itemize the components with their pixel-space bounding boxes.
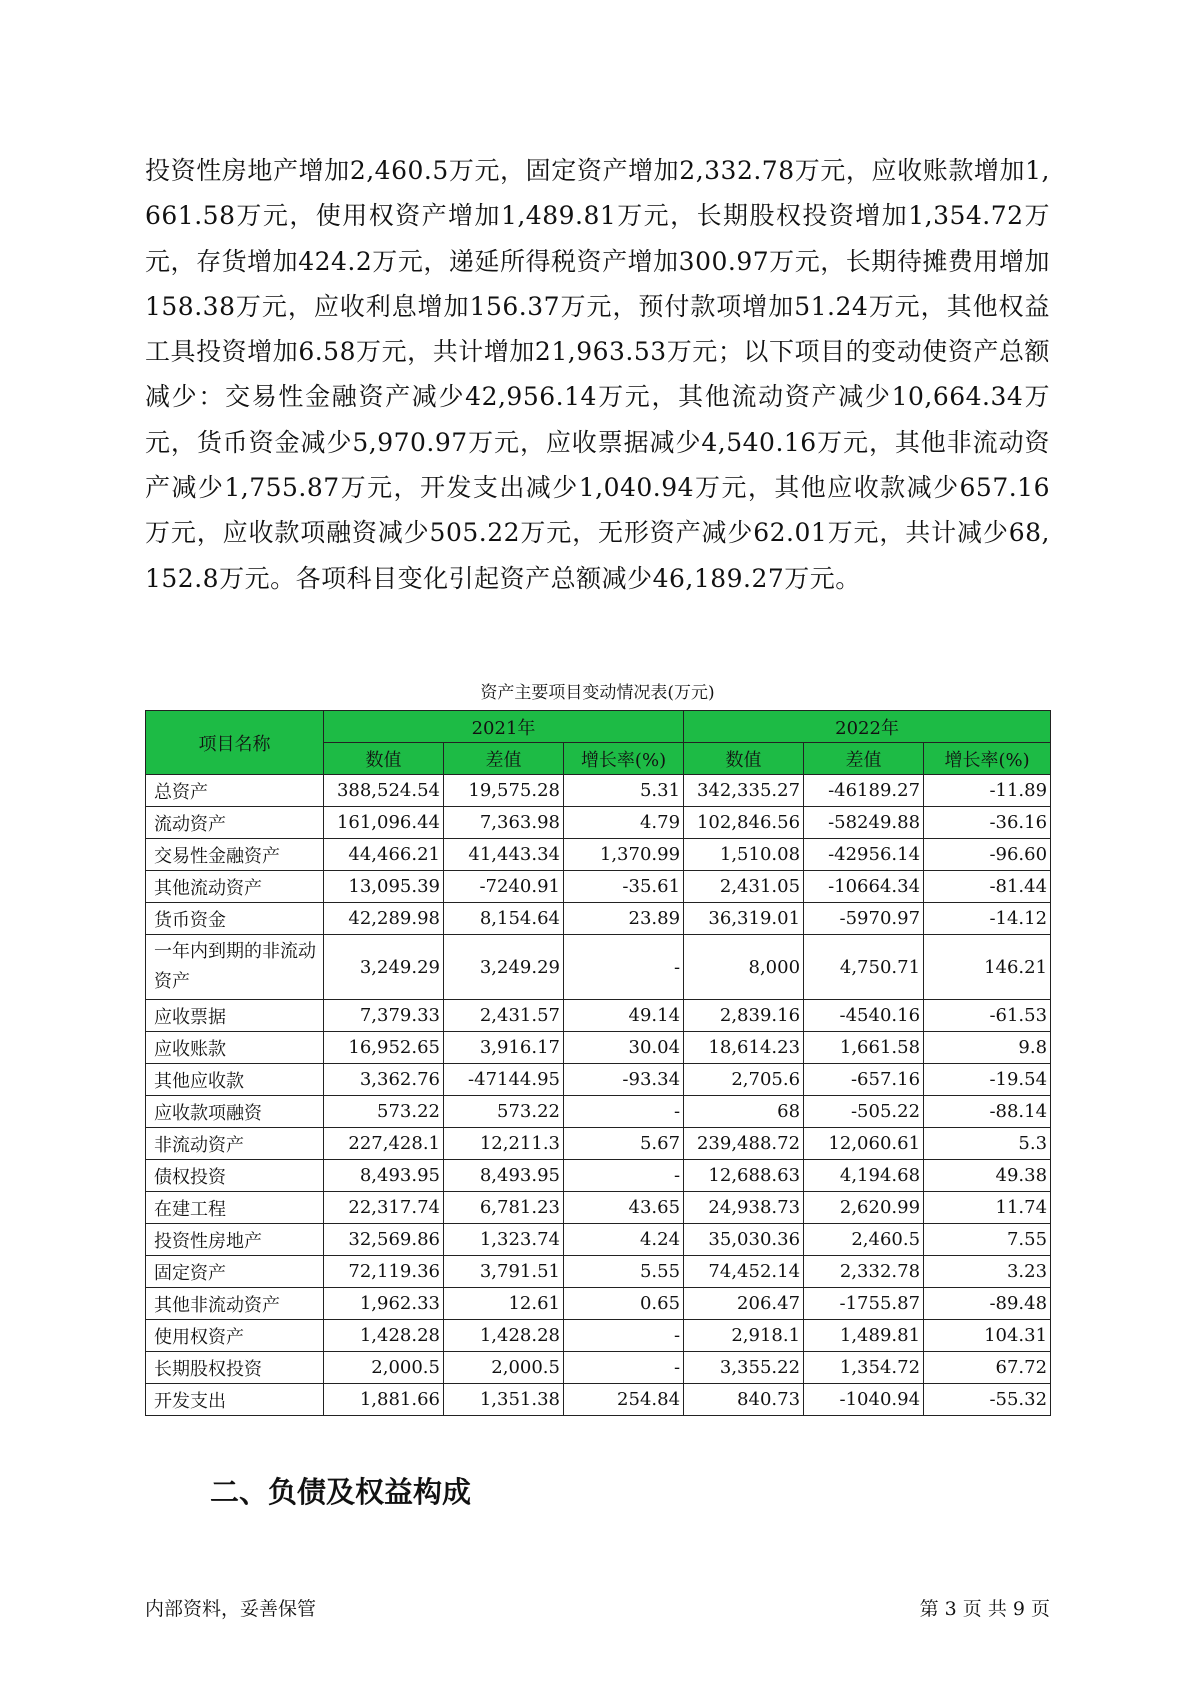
table-row (146, 1192, 1051, 1224)
table-cell: 2,000.5 (324, 1352, 444, 1384)
table-cell: 8,000 (684, 935, 804, 1000)
row-item-name: 债权投资 (146, 1160, 324, 1192)
table-row (146, 807, 1051, 839)
table-cell: -1755.87 (804, 1288, 924, 1320)
row-item-name: 应收账款 (146, 1032, 324, 1064)
table-row (146, 935, 1051, 1000)
table-cell: 16,952.65 (324, 1032, 444, 1064)
table-cell: 4.24 (564, 1224, 684, 1256)
table-cell: 24,938.73 (684, 1192, 804, 1224)
table-cell: 12,688.63 (684, 1160, 804, 1192)
table-cell: 1,354.72 (804, 1352, 924, 1384)
table-cell: - (564, 1320, 684, 1352)
table-row (146, 1224, 1051, 1256)
table-cell: 0.65 (564, 1288, 684, 1320)
table-row (146, 1064, 1051, 1096)
table-cell: 30.04 (564, 1032, 684, 1064)
table-cell: 2,839.16 (684, 1000, 804, 1032)
table-cell: 2,431.05 (684, 871, 804, 903)
table-cell: 254.84 (564, 1384, 684, 1416)
table-cell: 1,881.66 (324, 1384, 444, 1416)
table-header-row-years (146, 711, 1051, 743)
table-row (146, 1000, 1051, 1032)
row-item-name: 一年内到期的非流动资产 (146, 935, 324, 1000)
table-cell: -89.48 (924, 1288, 1051, 1320)
table-cell: 7.55 (924, 1224, 1051, 1256)
header-growth-2021: 增长率(%) (564, 743, 684, 775)
table-cell: - (564, 1096, 684, 1128)
table-cell: 1,351.38 (444, 1384, 564, 1416)
row-item-name: 非流动资产 (146, 1128, 324, 1160)
table-cell: 104.31 (924, 1320, 1051, 1352)
table-row (146, 775, 1051, 807)
table-row (146, 1352, 1051, 1384)
table-cell: 3,249.29 (324, 935, 444, 1000)
row-item-name: 其他流动资产 (146, 871, 324, 903)
table-cell: - (564, 1160, 684, 1192)
table-cell: 3,916.17 (444, 1032, 564, 1064)
table-cell: -61.53 (924, 1000, 1051, 1032)
table-row (146, 1032, 1051, 1064)
table-cell: -93.34 (564, 1064, 684, 1096)
table-cell: 23.89 (564, 903, 684, 935)
table-row (146, 1384, 1051, 1416)
footer-confidential-note: 内部资料，妥善保管 (145, 1598, 317, 1620)
table-cell: -42956.14 (804, 839, 924, 871)
table-cell: 12,211.3 (444, 1128, 564, 1160)
table-cell: -657.16 (804, 1064, 924, 1096)
table-cell: 8,493.95 (324, 1160, 444, 1192)
header-diff-2021: 差值 (444, 743, 564, 775)
table-cell: 573.22 (444, 1096, 564, 1128)
table-cell: -96.60 (924, 839, 1051, 871)
table-row (146, 1320, 1051, 1352)
row-item-name: 货币资金 (146, 903, 324, 935)
row-item-name: 在建工程 (146, 1192, 324, 1224)
table-cell: 4,750.71 (804, 935, 924, 1000)
table-row (146, 1128, 1051, 1160)
table-cell: 1,489.81 (804, 1320, 924, 1352)
table-cell: 4.79 (564, 807, 684, 839)
footer-page-number: 第 3 页 共 9 页 (919, 1598, 1050, 1620)
table-cell: -36.16 (924, 807, 1051, 839)
header-item-name: 项目名称 (146, 711, 324, 775)
table-cell: - (564, 935, 684, 1000)
table-cell: 1,370.99 (564, 839, 684, 871)
table-cell: -81.44 (924, 871, 1051, 903)
row-item-name: 开发支出 (146, 1384, 324, 1416)
table-cell: 7,363.98 (444, 807, 564, 839)
table-cell: 3,362.76 (324, 1064, 444, 1096)
table-cell: 11.74 (924, 1192, 1051, 1224)
asset-change-table (145, 710, 1051, 1416)
table-cell: 5.67 (564, 1128, 684, 1160)
table-cell: -19.54 (924, 1064, 1051, 1096)
table-cell: 8,154.64 (444, 903, 564, 935)
table-row (146, 871, 1051, 903)
table-cell: 72,119.36 (324, 1256, 444, 1288)
row-item-name: 交易性金融资产 (146, 839, 324, 871)
table-cell: 49.38 (924, 1160, 1051, 1192)
table-cell: 8,493.95 (444, 1160, 564, 1192)
header-value-2022: 数值 (684, 743, 804, 775)
table-cell: 68 (684, 1096, 804, 1128)
table-cell: 42,289.98 (324, 903, 444, 935)
table-cell: -46189.27 (804, 775, 924, 807)
header-value-2021: 数值 (324, 743, 444, 775)
table-cell: 19,575.28 (444, 775, 564, 807)
table-cell: -5970.97 (804, 903, 924, 935)
row-item-name: 长期股权投资 (146, 1352, 324, 1384)
table-row (146, 1160, 1051, 1192)
table-cell: 41,443.34 (444, 839, 564, 871)
table-cell: 2,332.78 (804, 1256, 924, 1288)
table-cell: 67.72 (924, 1352, 1051, 1384)
table-cell: 35,030.36 (684, 1224, 804, 1256)
row-item-name: 使用权资产 (146, 1320, 324, 1352)
row-item-name: 总资产 (146, 775, 324, 807)
table-row (146, 1096, 1051, 1128)
row-item-name: 固定资产 (146, 1256, 324, 1288)
table-cell: 840.73 (684, 1384, 804, 1416)
table-cell: 2,918.1 (684, 1320, 804, 1352)
table-cell: 342,335.27 (684, 775, 804, 807)
table-cell: -55.32 (924, 1384, 1051, 1416)
table-cell: -4540.16 (804, 1000, 924, 1032)
table-row (146, 1256, 1051, 1288)
table-cell: -1040.94 (804, 1384, 924, 1416)
table-row (146, 1288, 1051, 1320)
table-cell: 22,317.74 (324, 1192, 444, 1224)
table-row (146, 839, 1051, 871)
table-cell: 74,452.14 (684, 1256, 804, 1288)
table-cell: -88.14 (924, 1096, 1051, 1128)
table-cell: 146.21 (924, 935, 1051, 1000)
table-cell: 1,661.58 (804, 1032, 924, 1064)
table-cell: -7240.91 (444, 871, 564, 903)
table-caption: 资产主要项目变动情况表(万元) (480, 683, 715, 703)
header-year-2022: 2022年 (684, 711, 1051, 743)
table-cell: 1,510.08 (684, 839, 804, 871)
table-cell: 227,428.1 (324, 1128, 444, 1160)
table-cell: 2,460.5 (804, 1224, 924, 1256)
table-cell: 2,000.5 (444, 1352, 564, 1384)
table-cell: 6,781.23 (444, 1192, 564, 1224)
table-cell: -35.61 (564, 871, 684, 903)
table-cell: 239,488.72 (684, 1128, 804, 1160)
table-cell: 4,194.68 (804, 1160, 924, 1192)
table-cell: -58249.88 (804, 807, 924, 839)
table-cell: 5.55 (564, 1256, 684, 1288)
table-cell: 1,323.74 (444, 1224, 564, 1256)
table-cell: 18,614.23 (684, 1032, 804, 1064)
table-cell: 7,379.33 (324, 1000, 444, 1032)
row-item-name: 其他应收款 (146, 1064, 324, 1096)
section-heading: 二、负债及权益构成 (210, 1475, 472, 1509)
table-cell: 1,428.28 (444, 1320, 564, 1352)
table-cell: 573.22 (324, 1096, 444, 1128)
table-body (146, 775, 1051, 1416)
table-cell: 44,466.21 (324, 839, 444, 871)
table-cell: 5.3 (924, 1128, 1051, 1160)
table-cell: 5.31 (564, 775, 684, 807)
table-cell: 161,096.44 (324, 807, 444, 839)
table-cell: 3.23 (924, 1256, 1051, 1288)
table-cell: 32,569.86 (324, 1224, 444, 1256)
table-cell: 2,431.57 (444, 1000, 564, 1032)
table-cell: - (564, 1352, 684, 1384)
table-cell: 206.47 (684, 1288, 804, 1320)
row-item-name: 投资性房地产 (146, 1224, 324, 1256)
body-paragraph: 投资性房地产增加2,460.5万元，固定资产增加2,332.78万元，应收账款增加1,661.58万元，使用权资产增加1,489.81万元，长期股权投资增加1,354.72万元，存货增加424.2万元，递延所得税资产增加300.97万元，长期待摊费用增加158.38万元，应收利息增加156.37万元，预付款项增加51.24万元，其他权益工具投资增加6.58万元，共计增加21,963.53万元；以下项目的变动使资产总额减少：交易性金融资产减少42,956.14万元，其他流动资产减少10,664.34万元，货币资金减少5,970.97万元，应收票据减少4,540.16万元，其他非流动资产减少1,755.87万元，开发支出减少1,040.94万元，其他应收款减少657.16万元，应收款项融资减少505.22万元，无形资产减少62.01万元，共计减少68,152.8万元。各项科目变化引起资产总额减少46,189.27万元。 (145, 156, 1050, 593)
table-cell: 1,428.28 (324, 1320, 444, 1352)
table-cell: 3,791.51 (444, 1256, 564, 1288)
table-cell: 2,620.99 (804, 1192, 924, 1224)
table-cell: 13,095.39 (324, 871, 444, 903)
table-row (146, 903, 1051, 935)
table-cell: 3,355.22 (684, 1352, 804, 1384)
table-cell: 49.14 (564, 1000, 684, 1032)
table-cell: 12.61 (444, 1288, 564, 1320)
table-cell: 2,705.6 (684, 1064, 804, 1096)
table-cell: -11.89 (924, 775, 1051, 807)
row-item-name: 应收款项融资 (146, 1096, 324, 1128)
row-item-name: 流动资产 (146, 807, 324, 839)
table-cell: 388,524.54 (324, 775, 444, 807)
table-cell: 43.65 (564, 1192, 684, 1224)
table-cell: 36,319.01 (684, 903, 804, 935)
table-cell: 3,249.29 (444, 935, 564, 1000)
header-year-2021: 2021年 (324, 711, 684, 743)
table-cell: -505.22 (804, 1096, 924, 1128)
table-cell: 12,060.61 (804, 1128, 924, 1160)
header-diff-2022: 差值 (804, 743, 924, 775)
table-cell: -14.12 (924, 903, 1051, 935)
row-item-name: 其他非流动资产 (146, 1288, 324, 1320)
table-cell: -10664.34 (804, 871, 924, 903)
table-cell: -47144.95 (444, 1064, 564, 1096)
table-cell: 102,846.56 (684, 807, 804, 839)
row-item-name: 应收票据 (146, 1000, 324, 1032)
table-cell: 1,962.33 (324, 1288, 444, 1320)
table-cell: 9.8 (924, 1032, 1051, 1064)
header-growth-2022: 增长率(%) (924, 743, 1051, 775)
